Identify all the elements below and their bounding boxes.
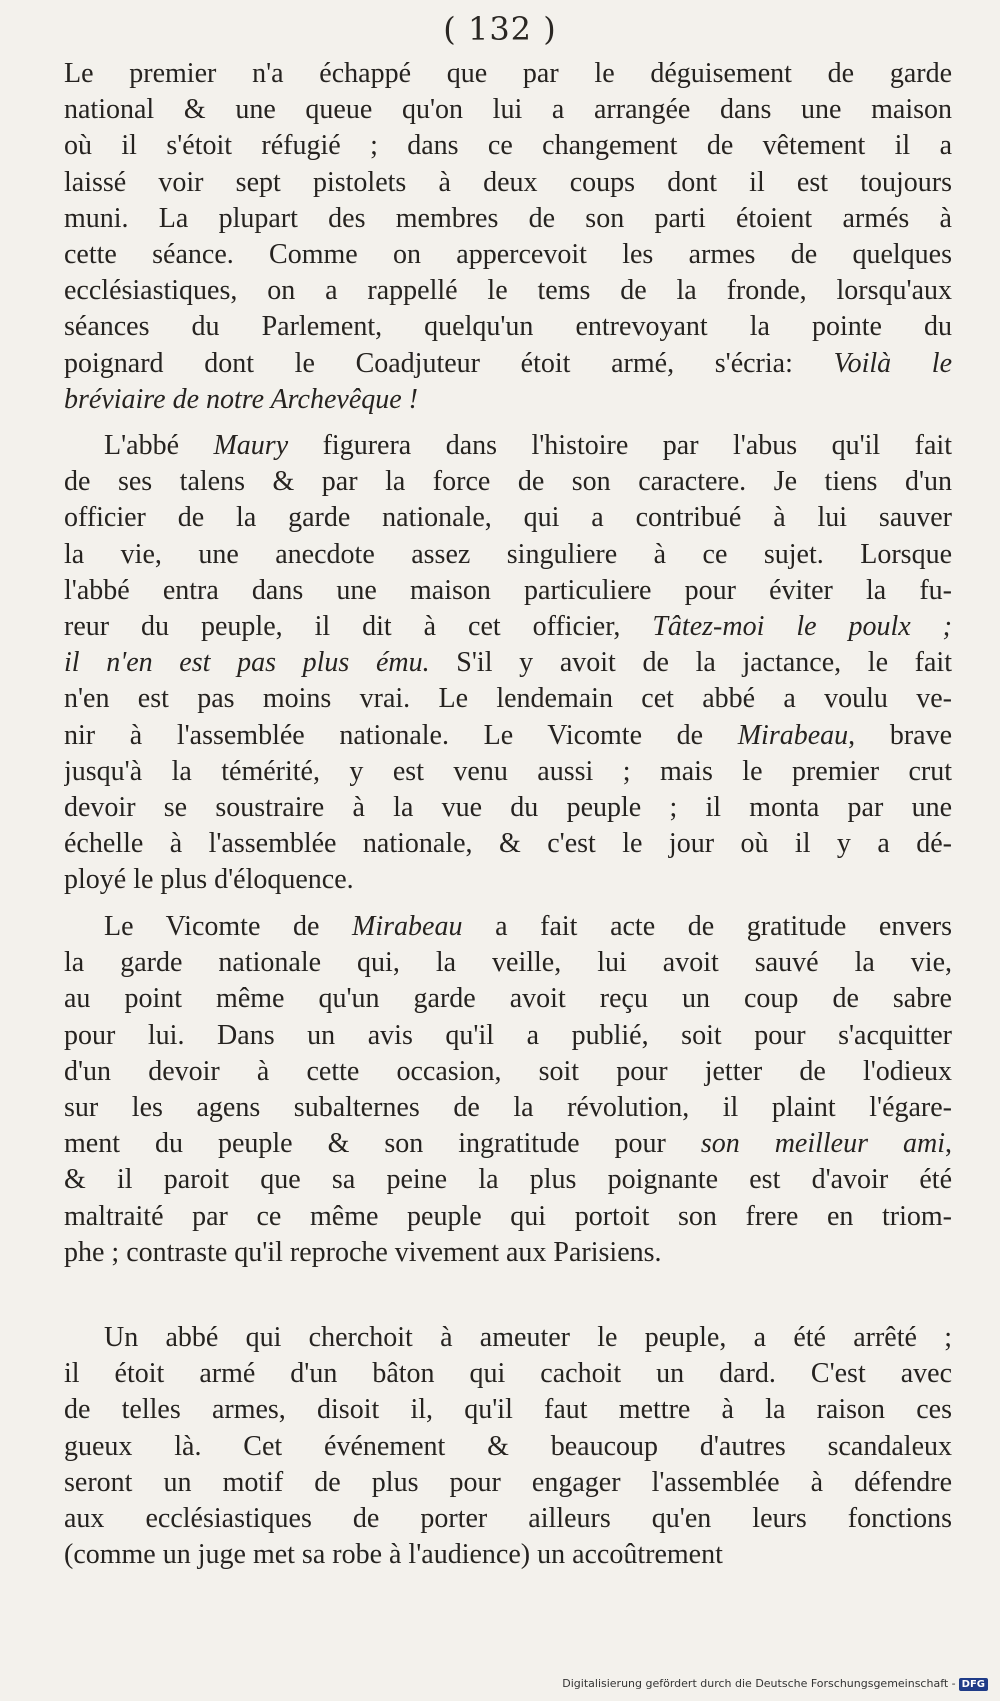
text-run: Un abbé qui cherchoit à ameuter le peuple, a été arrêté ; <box>104 1322 952 1353</box>
text-run: Le Vicomte de <box>104 911 353 942</box>
text-run: national & une queue qu'on lui a arrangée dans une maison <box>64 94 952 126</box>
text-line <box>64 128 952 164</box>
text-run: poignard dont le Coadjuteur étoit armé, s'écria: <box>64 347 834 379</box>
text-line <box>64 1199 952 1235</box>
text-line <box>64 754 952 790</box>
text-line <box>64 681 952 717</box>
text-line <box>64 1090 952 1126</box>
text-run: l'abbé entra dans une maison particuliere pour éviter la fu- <box>64 574 952 606</box>
text-run: de ses talens & par la force de son caractere. Je tiens d'un <box>64 466 952 498</box>
text-run: jusqu'à la témérité, y est venu aussi ; mais le premier crut <box>64 755 952 787</box>
text-run: (comme un juge met sa robe à l'audience) un accoûtrement <box>64 1539 723 1571</box>
text-line <box>64 1465 952 1501</box>
text-line <box>64 346 952 382</box>
text-run: où il s'étoit réfugié ; dans ce changement de vêtement il a <box>64 130 952 162</box>
italic-text-run: Mirabeau <box>737 719 849 751</box>
text-run: n'en est pas moins vrai. Le lendemain cet abbé a voulu ve- <box>64 683 952 715</box>
text-line <box>64 645 952 681</box>
text-line <box>64 1018 952 1054</box>
text-run: nir à l'assemblée nationale. Le Vicomte de <box>64 719 738 751</box>
text-run: sur les agens subalternes de la révolution, il plaint l'égare- <box>64 1092 952 1124</box>
text-line <box>64 500 952 536</box>
text-line <box>64 537 952 573</box>
italic-text-run: Mirabeau <box>352 911 463 942</box>
text-line <box>64 273 952 309</box>
text-line <box>64 862 952 898</box>
text-run: ployé le plus d'éloquence. <box>64 864 354 896</box>
text-run: muni. La plupart des membres de son parti étoient armés à <box>64 202 952 234</box>
text-line <box>64 237 952 273</box>
text-line <box>64 573 952 609</box>
text-run: séances du Parlement, quelqu'un entrevoyant la pointe du <box>64 311 952 343</box>
text-run: ment du peuple & son ingratitude pour <box>64 1128 701 1160</box>
text-line <box>64 1162 952 1198</box>
text-line <box>64 1356 952 1392</box>
dfg-logo: DFG <box>959 1678 988 1691</box>
paragraph-3 <box>64 909 952 1271</box>
footer-text: Digitalisierung gefördert durch die Deutsche Forschungsgemeinschaft - <box>562 1677 956 1690</box>
text-run: aux ecclésiastiques de porter ailleurs qu'en leurs fonctions <box>64 1503 952 1535</box>
text-line <box>64 56 952 92</box>
italic-text-run: il n'en est pas plus ému. <box>64 647 430 679</box>
text-line <box>64 945 952 981</box>
text-run: seront un motif de plus pour engager l'assemblée à défendre <box>64 1466 952 1498</box>
text-run: échelle à l'assemblée nationale, & c'est le jour où il y a dé- <box>64 828 952 860</box>
text-run: de telles armes, disoit il, qu'il faut mettre à la raison ces <box>64 1394 952 1426</box>
text-run: il étoit armé d'un bâton qui cachoit un dard. C'est avec <box>64 1358 952 1390</box>
text-run: a fait acte de gratitude envers <box>462 911 952 942</box>
text-line <box>64 1537 952 1573</box>
text-run: L'abbé <box>104 430 214 461</box>
text-run: maltraité par ce même peuple qui portoit son frere en triom- <box>64 1200 952 1232</box>
text-line <box>64 981 952 1017</box>
text-line <box>64 1320 952 1356</box>
text-run: ecclésiastiques, on a rappellé le tems de la fronde, lorsqu'aux <box>64 275 952 307</box>
paragraph-4 <box>64 1320 952 1573</box>
text-run: officier de la garde nationale, qui a contribué à lui sauver <box>64 502 952 534</box>
text-run: laissé voir sept pistolets à deux coups dont il est toujours <box>64 166 952 198</box>
italic-text-run: bréviaire de notre Archevêque ! <box>64 383 419 415</box>
text-line <box>64 92 952 128</box>
text-run: & il paroit que sa peine la plus poignante est d'avoir été <box>64 1164 952 1196</box>
text-run: reur du peuple, il dit à cet officier, <box>64 611 653 643</box>
italic-text-run: son meilleur ami <box>700 1128 945 1160</box>
paragraph-1 <box>64 56 952 418</box>
text-run: au point même qu'un garde avoit reçu un coup de sabre <box>64 983 952 1015</box>
text-line <box>64 790 952 826</box>
text-run: cette séance. Comme on appercevoit les armes de quelques <box>64 239 952 271</box>
text-line <box>64 1235 952 1271</box>
text-run: , <box>945 1128 952 1160</box>
text-run: devoir se soustraire à la vue du peuple ; il monta par une <box>64 792 952 824</box>
text-run: Le premier n'a échappé que par le déguisement de garde <box>64 58 952 89</box>
text-run: la vie, une anecdote assez singuliere à ce sujet. Lorsque <box>64 538 952 570</box>
text-run: pour lui. Dans un avis qu'il a publié, soit pour s'acquitter <box>64 1019 952 1051</box>
text-line <box>64 309 952 345</box>
digitization-credit <box>562 1677 988 1691</box>
text-line <box>64 909 952 945</box>
text-line <box>64 1392 952 1428</box>
text-run: S'il y avoit de la jactance, le fait <box>429 647 952 679</box>
text-run: , brave <box>848 719 952 751</box>
text-line <box>64 1501 952 1537</box>
text-line <box>64 464 952 500</box>
italic-text-run: Voilà le <box>833 347 952 379</box>
italic-text-run: Tâtez-moi le poulx ; <box>652 611 952 643</box>
text-line <box>64 165 952 201</box>
text-run: d'un devoir à cette occasion, soit pour jetter de l'odieux <box>64 1055 952 1087</box>
text-run: gueux là. Cet événement & beaucoup d'autres scandaleux <box>64 1430 952 1462</box>
page-number: ( 132 ) <box>443 10 557 48</box>
text-run: figurera dans l'histoire par l'abus qu'il fait <box>288 430 952 461</box>
text-line <box>64 609 952 645</box>
paragraph-2 <box>64 428 952 899</box>
text-run: phe ; contraste qu'il reproche vivement aux Parisiens. <box>64 1236 662 1268</box>
text-line <box>64 718 952 754</box>
text-line <box>64 382 952 418</box>
text-line <box>64 428 952 464</box>
text-line <box>64 201 952 237</box>
text-line <box>64 1054 952 1090</box>
text-line <box>64 1429 952 1465</box>
text-line <box>64 1126 952 1162</box>
italic-text-run: Maury <box>213 430 289 461</box>
text-line <box>64 826 952 862</box>
text-run: la garde nationale qui, la veille, lui avoit sauvé la vie, <box>64 947 952 979</box>
